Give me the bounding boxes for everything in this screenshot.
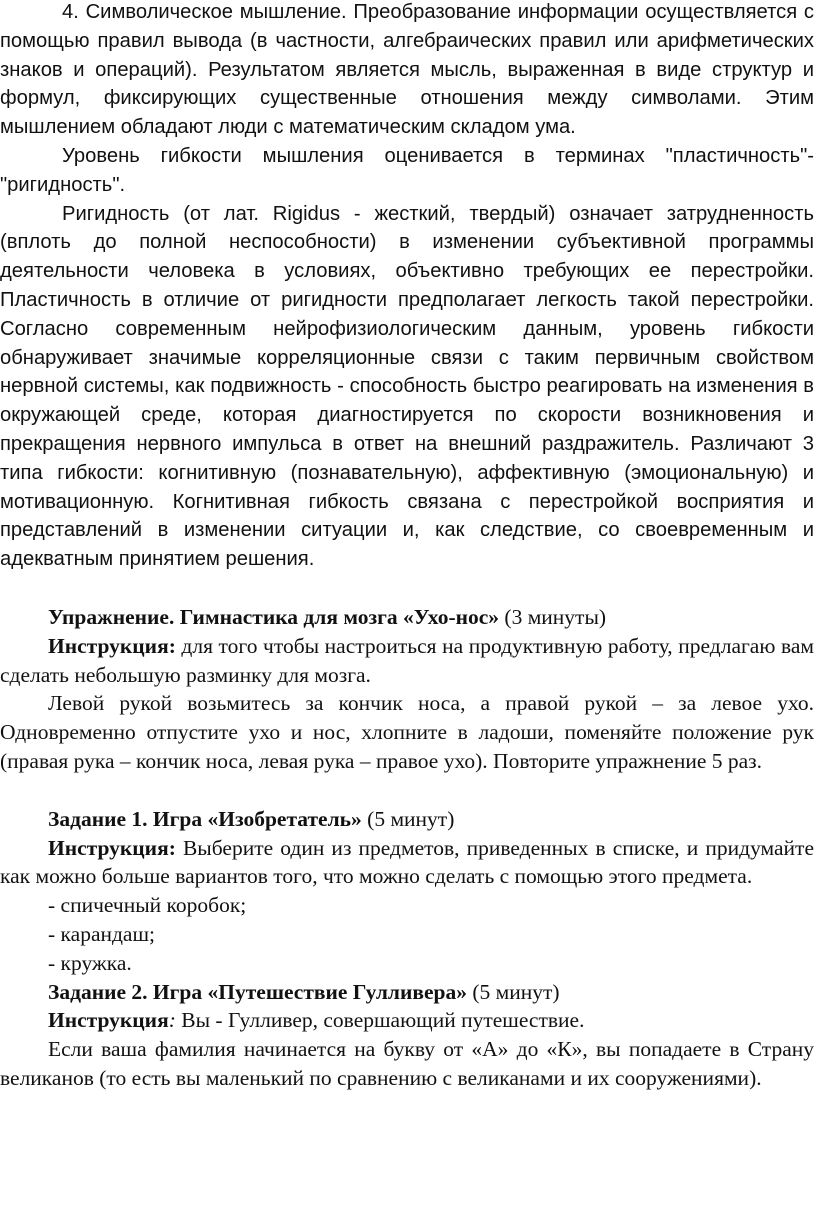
symbolic-thinking-paragraph: 4. Символическое мышление. Преобразование информации осуществляется с помощью правил вывода (в частности, алгебраических правил или арифметических знаков и операций). Результатом является мысль, выраженная в виде структур и формул, фиксирующих существенные отношения между символами. Этим мышлением обладают люди с математическим складом ума. bbox=[0, 1, 814, 139]
task2-condition-paragraph: Если ваша фамилия начинается на букву от «А» до «К», вы попадаете в Страну великанов (то есть вы маленький по сравнению с великанами и их сооружениями). bbox=[0, 1037, 814, 1090]
spacer bbox=[0, 776, 814, 805]
task1-title: Задание 1. Игра «Изобретатель» bbox=[48, 806, 362, 831]
list-item: - кружка. bbox=[48, 950, 132, 975]
list-item: - спичечный коробок; bbox=[48, 893, 247, 918]
rigidity-paragraph: Ригидность (от лат. Rigidus - жесткий, твердый) означает затрудненность (вплоть до полной неспособности) в изменении субъективной программы деятельности человека в условиях, объективно требующих ее перестройки. Пластичность в отличие от ригидности предполагает легкость такой перестройки. Согласно современным нейрофизиологическим данным, уровень гибкости обнаруживает значимые корреляционные связи с таким первичным свойством нервной системы, как подвижность - способность быстро реагировать на изменения в окружающей среде, которая диагностируется по скорости возникновения и прекращения нервного импульса в ответ на внешний раздражитель. Различают 3 типа гибкости: когнитивную (познавательную), аффективную (эмоциональную) и мотивационную. Когнитивная гибкость связана с перестройкой восприятия и представлений в изменении ситуации и, как следствие, со своевременным и адекватным принятием решения. bbox=[0, 202, 814, 571]
flexibility-level-paragraph: Уровень гибкости мышления оценивается в терминах "пластичность"-"ригидность". bbox=[0, 144, 814, 196]
task2-duration: (5 минут) bbox=[467, 979, 560, 1004]
exercise-instruction bbox=[0, 632, 814, 690]
task2-instruction-text: Вы - Гулливер, совершающий путешествие. bbox=[175, 1008, 585, 1033]
task2-heading bbox=[0, 978, 814, 1007]
task1-instruction-label: Инструкция: bbox=[48, 835, 176, 860]
spacer bbox=[0, 574, 814, 603]
exercise-instruction-text: для того чтобы настроиться на продуктивную работу, предлагаю вам сделать небольшую разминку для мозга. bbox=[0, 633, 814, 687]
task1-instruction-text: Выберите один из предметов, приведенных в списке, и придумайте как можно больше вариантов того, что можно сделать с помощью этого предмета. bbox=[0, 835, 814, 889]
list-item: - карандаш; bbox=[48, 921, 156, 946]
task1-duration: (5 минут) bbox=[361, 806, 455, 831]
exercise-heading bbox=[0, 603, 814, 632]
exercise-title: Упражнение. Гимнастика для мозга «Ухо-нос» bbox=[48, 604, 500, 629]
task1-instruction bbox=[0, 834, 814, 892]
exercise-steps-paragraph: Левой рукой возьмитесь за кончик носа, а правой рукой – за левое ухо. Одновременно отпустите ухо и нос, хлопните в ладоши, поменяйте положение рук (правая рука – кончик носа, левая рука – правое ухо). Повторите упражнение 5 раз. bbox=[0, 691, 814, 773]
task2-title: Задание 2. Игра «Путешествие Гулливера» bbox=[48, 979, 467, 1004]
exercise-instruction-label: Инструкция: bbox=[48, 633, 176, 658]
task1-heading bbox=[0, 805, 814, 834]
task2-instruction-label: Инструкция bbox=[48, 1008, 169, 1033]
exercise-duration: (3 минуты) bbox=[499, 604, 607, 629]
task2-instruction bbox=[0, 1006, 814, 1035]
task2-instruction-colon: : bbox=[168, 1008, 176, 1033]
